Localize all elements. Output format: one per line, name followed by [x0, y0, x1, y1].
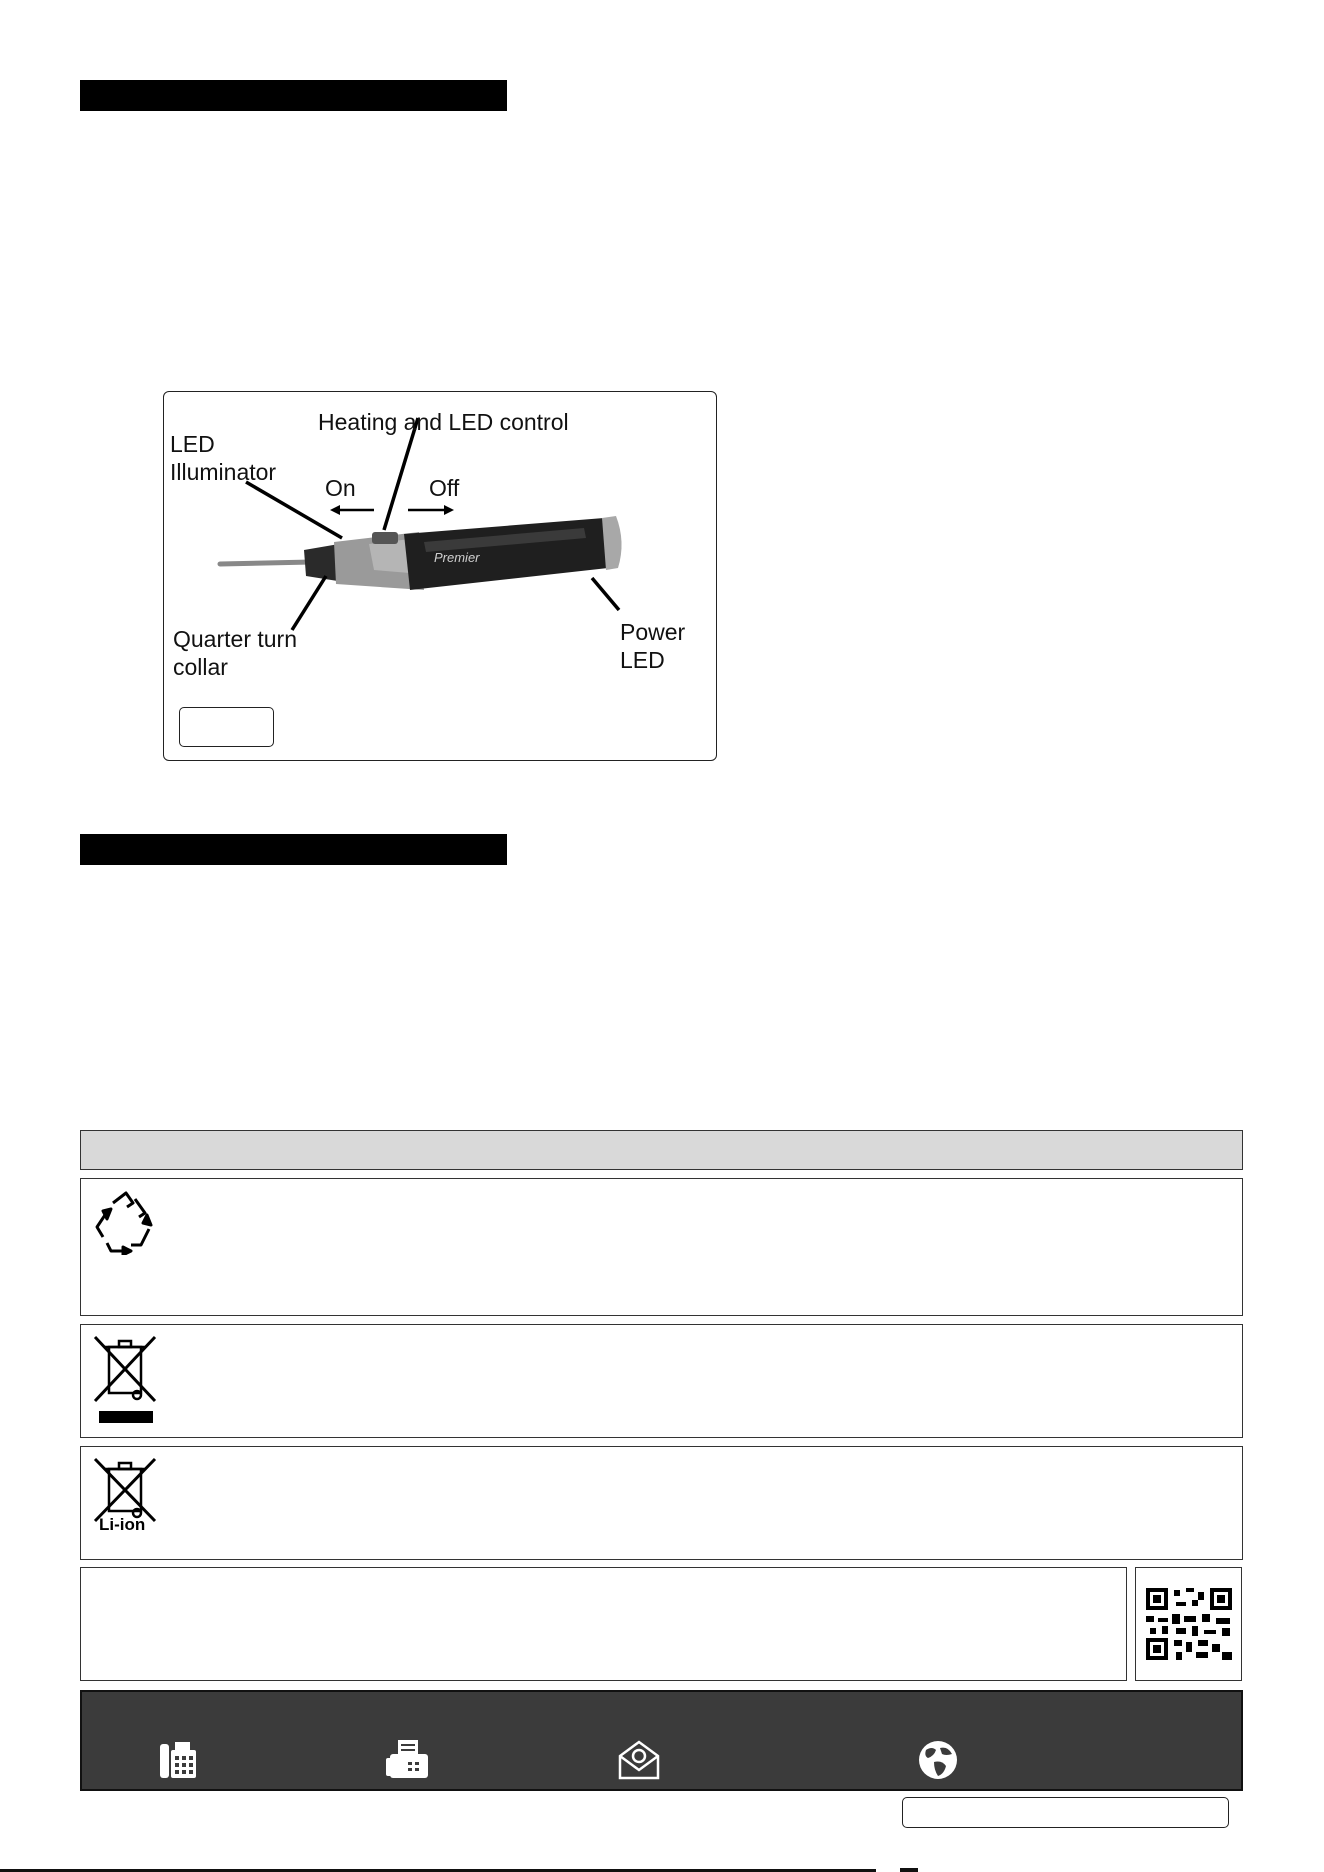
reference-box	[902, 1797, 1229, 1828]
qr-code	[1146, 1588, 1232, 1660]
disposal-header-bar	[80, 1130, 1243, 1170]
globe-icon	[918, 1740, 958, 1780]
crossed-bin-liion-icon	[93, 1457, 159, 1523]
recycle-icon	[93, 1189, 159, 1255]
label-led-illuminator: LED Illuminator	[170, 431, 277, 485]
disposal-row-liion	[80, 1446, 1243, 1560]
section-heading-bar-2	[80, 834, 507, 865]
qr-code-box	[1135, 1567, 1242, 1681]
label-on: On	[325, 475, 356, 501]
label-off: Off	[429, 475, 460, 501]
disposal-row-weee	[80, 1324, 1243, 1438]
liion-label: Li-ion	[99, 1515, 146, 1534]
section-heading-bar-1	[80, 80, 507, 111]
brand-text: Premier	[434, 550, 480, 565]
contact-bar	[80, 1690, 1243, 1791]
product-figure	[163, 391, 717, 761]
figure-number-box	[179, 707, 274, 747]
crossed-bin-icon	[93, 1335, 159, 1425]
bottom-mark	[900, 1868, 918, 1872]
label-quarter-turn-collar: Quarter turn collar	[173, 626, 297, 680]
info-box	[80, 1567, 1127, 1681]
email-icon	[618, 1740, 660, 1780]
label-power-led: Power LED	[620, 619, 686, 673]
fax-icon	[386, 1740, 430, 1780]
label-heating-control: Heating and LED control	[318, 409, 569, 435]
disposal-row-recycle	[80, 1178, 1243, 1316]
phone-icon	[158, 1740, 198, 1780]
